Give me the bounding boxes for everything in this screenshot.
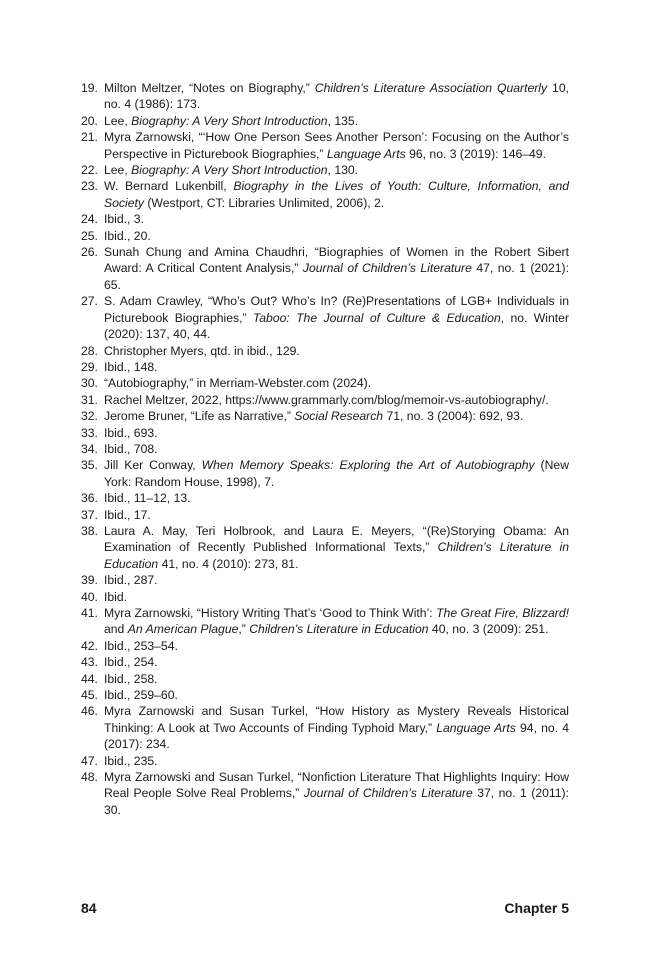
endnote-item <box>81 654 569 670</box>
endnote-title-italic: An American Plague <box>127 622 239 637</box>
endnote-text <box>104 672 158 686</box>
endnote-text-segment: Ibid., 3. <box>104 212 144 227</box>
endnote-text <box>104 426 158 440</box>
endnote-number: 31. <box>81 392 98 407</box>
endnote-text-segment: Myra Zarnowski, “History Writing That’s ‘Good to Think With’: <box>104 606 437 620</box>
endnote-number: 32. <box>81 409 98 424</box>
endnote-text-segment: Ibid., 287. <box>104 573 158 588</box>
endnote-number: 21. <box>81 130 98 145</box>
endnote-number: 45. <box>81 688 98 703</box>
endnote-item <box>81 507 569 523</box>
endnote-text-segment: 94, no. 4 (2017): 234. <box>104 720 570 752</box>
endnote-item <box>81 113 569 129</box>
endnote-text-segment: Sunah Chung and Amina Chaudhri, “Biographies of Women in the Robert Sibert Award: A Critical Content Analysis,” <box>104 245 569 276</box>
endnote-number: 41. <box>81 606 98 620</box>
endnote-text-segment: (New York: Random House, 1998), 7. <box>104 458 569 489</box>
endnote-text <box>104 212 144 226</box>
endnote-number: 30. <box>81 376 98 391</box>
endnote-text-segment: Lee, <box>104 163 132 178</box>
endnote-text-segment: Ibid., 254. <box>104 655 158 670</box>
endnote-title-italic: Language Arts <box>436 720 516 735</box>
endnote-number: 33. <box>81 425 98 440</box>
endnote-item <box>81 211 569 227</box>
endnote-text <box>104 130 569 160</box>
endnote-title-italic: When Memory Speaks: Exploring the Art of Autobiography <box>201 458 535 473</box>
endnote-number: 26. <box>81 245 98 260</box>
endnote-number: 44. <box>81 671 98 686</box>
endnote-item <box>81 162 569 178</box>
endnote-number: 40. <box>81 589 98 604</box>
endnote-text-segment: Ibid. <box>104 589 128 604</box>
endnote-text <box>104 442 158 456</box>
endnote-text-segment: Christopher Myers, qtd. in ibid., 129. <box>104 343 300 358</box>
endnote-text <box>104 508 151 522</box>
endnote-item <box>81 359 569 375</box>
endnotes-list <box>81 80 569 818</box>
endnote-text <box>104 639 178 653</box>
endnote-text-segment: Ibid., 11–12, 13. <box>104 491 191 506</box>
endnote-text <box>104 573 158 587</box>
endnote-number: 35. <box>81 458 98 473</box>
endnote-item <box>81 178 569 211</box>
endnote-text <box>104 524 569 571</box>
endnote-text-segment: Jill Ker Conway, <box>104 458 202 473</box>
endnote-number: 38. <box>81 523 98 538</box>
endnote-text-segment: W. Bernard Lukenbill, <box>104 179 234 194</box>
endnote-item <box>81 638 569 654</box>
endnote-text-segment: Ibid., 235. <box>104 753 158 768</box>
endnote-text-segment: Ibid., 693. <box>104 425 158 440</box>
endnote-text-segment: Rachel Meltzer, 2022, https://www.grammarly.com/blog/memoir-vs-autobiography/. <box>104 392 549 407</box>
endnote-text-segment: 37, no. 1 (2011): 30. <box>104 786 569 817</box>
endnote-text-segment: Laura A. May, Teri Holbrook, and Laura E. Meyers, “(Re)Storying Obama: An Examination of Recently Published Informational Texts,” <box>104 523 569 555</box>
endnote-title-italic: Taboo: The Journal of Culture & Education <box>252 310 501 325</box>
endnote-item <box>81 392 569 408</box>
endnote-text <box>104 163 358 177</box>
endnote-item <box>81 408 569 424</box>
endnote-text-segment: 96, no. 3 (2019): 146–49. <box>405 146 546 161</box>
endnote-number: 29. <box>81 359 98 374</box>
endnote-item <box>81 572 569 588</box>
endnote-text-segment: and <box>104 622 128 637</box>
endnote-text-segment: 10, no. 4 (1986): 173. <box>104 81 569 112</box>
endnote-item <box>81 687 569 703</box>
endnote-number: 19. <box>81 81 98 95</box>
endnote-text <box>104 376 371 390</box>
endnote-number: 24. <box>81 212 98 227</box>
endnote-item <box>81 441 569 457</box>
endnote-title-italic: Children’s Literature Association Quarterly <box>314 81 548 95</box>
endnote-title-italic: The Great Fire, Blizzard! <box>436 606 570 620</box>
endnote-item <box>81 244 569 293</box>
endnote-number: 47. <box>81 753 98 768</box>
endnote-number: 39. <box>81 573 98 588</box>
endnote-text-segment: , no. Winter (2020): 137, 40, 44. <box>104 310 570 342</box>
endnote-item <box>81 490 569 506</box>
endnote-item <box>81 753 569 769</box>
endnote-text-segment: 47, no. 1 (2021): 65. <box>104 261 569 292</box>
endnote-item <box>81 703 569 752</box>
endnote-item <box>81 671 569 687</box>
endnote-title-italic: Children’s Literature in Education <box>249 622 429 637</box>
endnote-text-segment: Ibid., 253–54. <box>104 638 178 653</box>
endnote-item <box>81 457 569 490</box>
endnote-number: 42. <box>81 638 98 653</box>
page-footer <box>81 900 569 920</box>
endnote-text <box>104 770 569 817</box>
endnote-text <box>104 409 523 423</box>
endnote-text <box>104 229 151 243</box>
endnote-text <box>104 655 158 669</box>
endnote-text-segment: Jerome Bruner, “Life as Narrative,” <box>104 409 295 424</box>
endnote-text-segment: , 130. <box>327 163 359 178</box>
endnote-text-segment: ,” <box>238 622 250 637</box>
endnote-text-segment: 71, no. 3 (2004): 692, 93. <box>383 409 524 424</box>
endnote-text <box>104 294 569 341</box>
endnote-title-italic: Biography in the Lives of Youth: Culture, Information, and Society <box>104 179 570 210</box>
endnote-title-italic: Social Research <box>294 409 384 424</box>
endnote-text <box>104 606 569 636</box>
endnote-text-segment: “Autobiography,” in Merriam-Webster.com (2024). <box>104 376 372 391</box>
chapter-label: Chapter 5 <box>504 900 569 916</box>
endnote-number: 25. <box>81 228 98 243</box>
endnote-item <box>81 425 569 441</box>
endnote-text <box>104 590 127 604</box>
endnote-text-segment: 40, no. 3 (2009): 251. <box>428 622 549 637</box>
endnote-text <box>104 754 158 768</box>
endnote-item <box>81 228 569 244</box>
endnote-text <box>104 688 178 702</box>
endnote-text-segment: Milton Meltzer, “Notes on Biography,” <box>104 81 315 95</box>
endnote-item <box>81 523 569 572</box>
endnote-number: 20. <box>81 113 98 128</box>
endnote-text <box>104 114 358 128</box>
endnote-item <box>81 293 569 342</box>
endnote-title-italic: Journal of Children’s Literature <box>303 786 473 801</box>
endnote-text-segment: (Westport, CT: Libraries Unlimited, 2006), 2. <box>143 195 385 210</box>
endnote-item <box>81 343 569 359</box>
endnote-title-italic: Children’s Literature in Education <box>104 540 569 571</box>
endnote-text-segment: Myra Zarnowski, “‘How One Person Sees Another Person’: Focusing on the Author’s Perspective in Picturebook Biographies,” <box>104 130 569 161</box>
endnote-text-segment: 41, no. 4 (2010): 273, 81. <box>158 556 299 571</box>
endnote-title-italic: Language Arts <box>326 146 406 161</box>
endnote-number: 23. <box>81 179 98 194</box>
endnote-text <box>104 458 569 488</box>
endnote-item <box>81 375 569 391</box>
endnote-text-segment: Myra Zarnowski and Susan Turkel, “Nonfiction Literature That Highlights Inquiry: How Real People Solve Real Problems,” <box>104 770 569 801</box>
endnote-number: 28. <box>81 343 98 358</box>
endnote-text <box>104 81 569 111</box>
endnote-number: 46. <box>81 704 98 719</box>
endnote-text-segment: Ibid., 258. <box>104 671 158 686</box>
endnote-title-italic: Biography: A Very Short Introduction <box>131 163 328 178</box>
endnote-text-segment: S. Adam Crawley, “Who’s Out? Who’s In? (Re)Presentations of LGB+ Individuals in Picturebook Biographies,” <box>104 294 569 325</box>
endnote-text-segment: Ibid., 17. <box>104 507 151 522</box>
endnote-text <box>104 393 549 407</box>
endnote-number: 22. <box>81 163 98 178</box>
endnote-number: 43. <box>81 655 98 670</box>
endnote-text <box>104 245 569 292</box>
endnote-item <box>81 769 569 818</box>
endnote-text <box>104 704 569 751</box>
endnote-title-italic: Biography: A Very Short Introduction <box>131 113 328 128</box>
endnote-title-italic: Journal of Children’s Literature <box>302 261 472 276</box>
endnote-text <box>104 360 158 374</box>
endnote-item <box>81 80 569 113</box>
endnote-text-segment: Lee, <box>104 113 132 128</box>
endnote-text-segment: , 135. <box>327 113 359 128</box>
endnote-number: 36. <box>81 491 98 506</box>
endnote-text <box>104 179 569 209</box>
endnote-text <box>104 344 300 358</box>
endnote-number: 37. <box>81 507 98 522</box>
endnote-text-segment: Myra Zarnowski and Susan Turkel, “How History as Mystery Reveals Historical Thinking: A Look at Two Accounts of Finding Typhoid Mary,” <box>104 704 569 735</box>
endnote-number: 34. <box>81 441 98 456</box>
endnote-text-segment: Ibid., 259–60. <box>104 688 178 703</box>
endnote-text-segment: Ibid., 148. <box>104 359 158 374</box>
page-number: 84 <box>81 900 97 916</box>
endnote-text-segment: Ibid., 20. <box>104 228 151 243</box>
endnote-item <box>81 129 569 162</box>
endnote-item <box>81 589 569 605</box>
endnote-number: 48. <box>81 770 98 785</box>
endnote-number: 27. <box>81 294 98 309</box>
endnote-text <box>104 491 191 505</box>
endnote-text-segment: Ibid., 708. <box>104 441 158 456</box>
endnote-item <box>81 605 569 638</box>
